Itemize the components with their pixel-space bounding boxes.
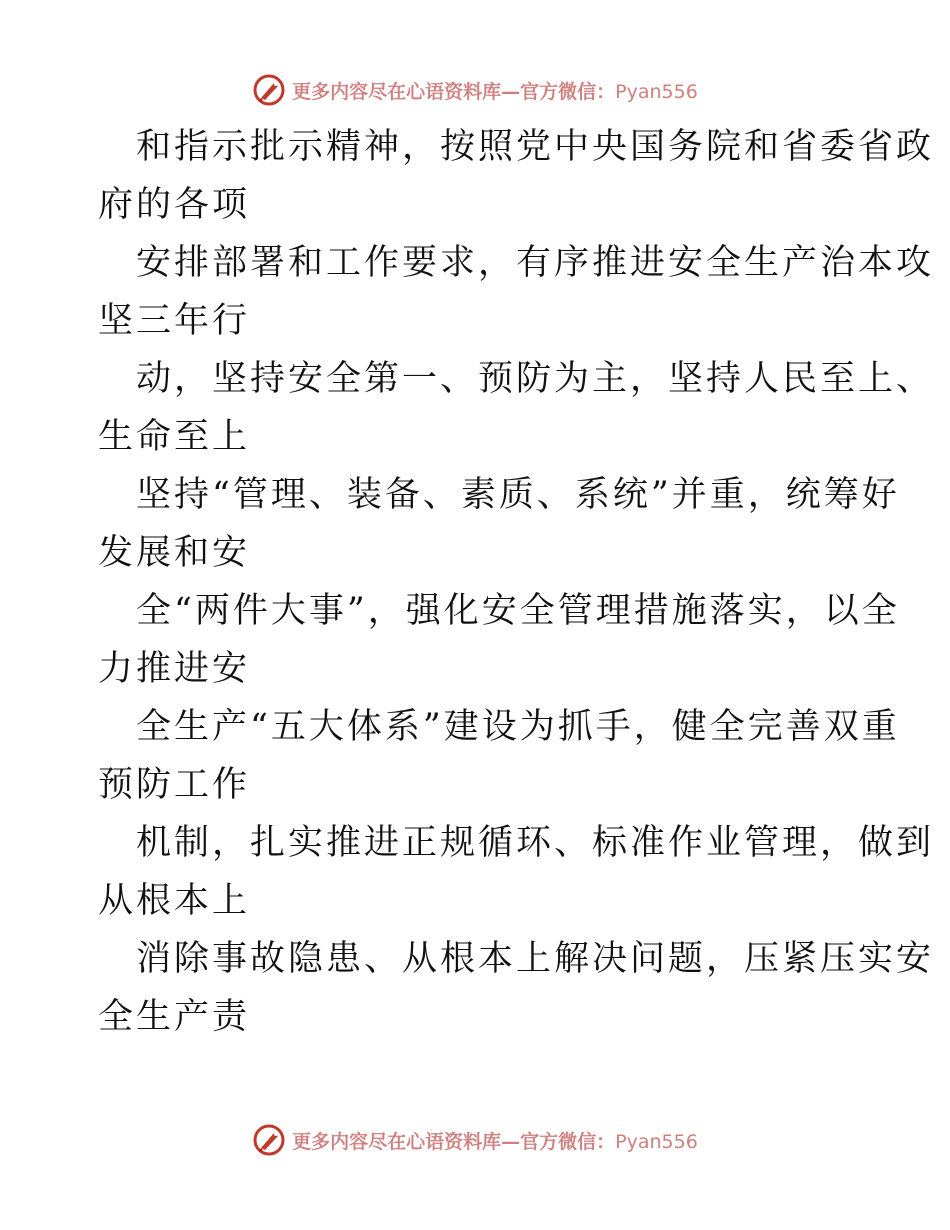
footer-watermark (0, 1120, 950, 1160)
document-body (98, 118, 935, 1046)
paragraph-line: 机制，扎实推进正规循环、标准作业管理，做到 从根本上 (98, 823, 935, 921)
paragraph-line: 全生产“五大体系”建设为抓手，健全完善双重 预防工作 (98, 707, 900, 805)
paragraph-line: 和指示批示精神，按照党中央国务院和省委省政 府的各项 (98, 127, 935, 225)
footer-watermark-text: 更多内容尽在心语资料库—官方微信：Pyan556 (292, 1130, 698, 1153)
paragraph-line: 安排部署和工作要求，有序推进安全生产治本攻 坚三年行 (98, 243, 935, 341)
header-watermark (0, 70, 950, 110)
footer-wechat-id: Pyan556 (615, 1130, 698, 1153)
paragraph-line: 坚持“管理、装备、素质、系统”并重，统筹好 发展和安 (98, 475, 900, 573)
header-wechat-id: Pyan556 (615, 80, 698, 103)
paragraph-line: 消除事故隐患、从根本上解决问题，压紧压实安 全生产责 (98, 939, 935, 1037)
pen-logo-icon (252, 1123, 286, 1157)
pen-logo-icon (252, 73, 286, 107)
paragraph-line: 全“两件大事”，强化安全管理措施落实，以全 力推进安 (98, 591, 900, 689)
paragraph-line: 动，坚持安全第一、预防为主，坚持人民至上、 生命至上 (98, 359, 935, 457)
header-watermark-text: 更多内容尽在心语资料库—官方微信：Pyan556 (292, 80, 698, 103)
